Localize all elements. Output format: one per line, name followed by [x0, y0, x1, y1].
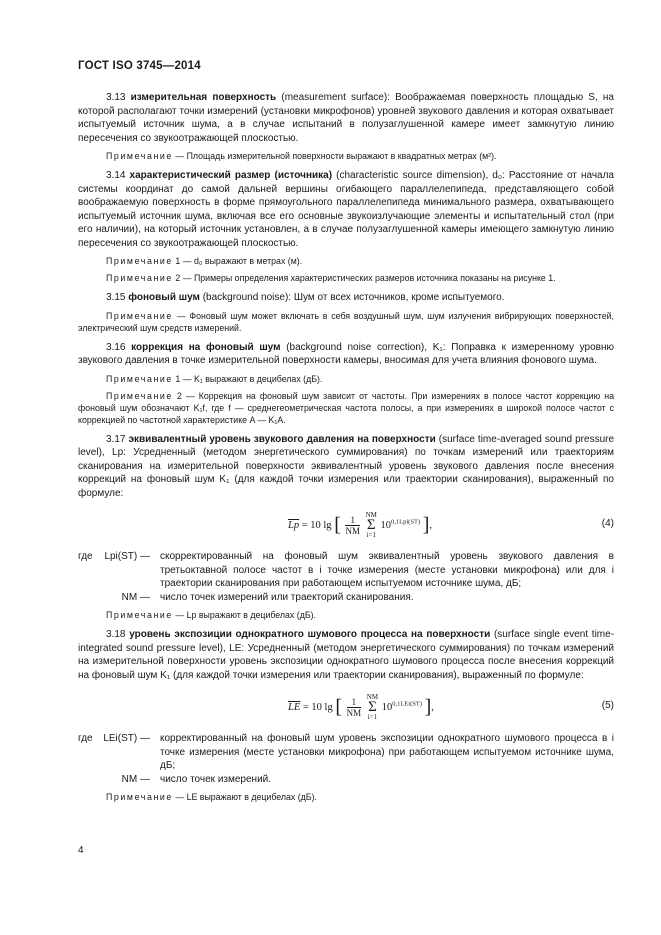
note-text: 2 — Примеры определения характеристических размеров источника показаны на рисунке 1.: [172, 273, 556, 283]
sigma-symbol: Σ: [368, 699, 377, 715]
clause-text: (background noise): Шум от всех источников, кроме испытуемого.: [202, 292, 505, 303]
clause-3-17: [78, 433, 614, 501]
note-3-18: [78, 791, 614, 803]
note-label: Примечание: [106, 373, 173, 384]
definition-text: число точек измерений.: [160, 773, 272, 785]
formula-expression: $\overline{Lp} = 10$ lg [ $\frac{1}{NM}$ NM Σ i=1 $10^{0,1Lpi(ST)}$ ],: [288, 511, 433, 539]
definitions-4: [78, 550, 614, 604]
bracket-close: ]: [424, 696, 432, 718]
formula-fraction: [347, 697, 362, 718]
clause-number: 3.17: [106, 433, 126, 445]
clause-term: уровень экспозиции однократного шумового процесса на поверхности: [129, 629, 491, 640]
note-text: — LE выражают в децибелах (дБ).: [172, 792, 317, 802]
formula-rhs: = 10 lg: [302, 701, 333, 713]
definition-text: скорректированный на фоновый шум эквивалентный уровень звукового давления в третьоктавной полосе частот в i точке измерения (месте установки микрофона) или для i траектории сканирования при работающем испытуемом источнике шума, дБ;: [160, 551, 614, 589]
clause-number: 3.18: [106, 629, 126, 640]
note-3-16-2: [78, 390, 614, 426]
formula-lhs: $\overline{Lp}$: [288, 519, 300, 531]
note-text: — Lp выражают в децибелах (дБ).: [172, 610, 316, 620]
clause-text: (surface time-averaged sound pressure level), Lp: Усредненный (методом энергетического суммирования) по точкам измерений или траекториям сканирования на измерительной поверхности эквивалентный уровень звукового давления после внесения коррекций на фоновый шум K₁ (для каждой точки измерения или траектории сканирования), выраженный по формуле:: [78, 433, 615, 499]
clause-term: коррекция на фоновый шум: [131, 341, 281, 353]
summation: [366, 512, 377, 539]
where-label: где: [78, 733, 93, 744]
note-3-16-1: [78, 373, 614, 385]
clause-text: (measurement surface): Воображаемая поверхность площадью S, на которой располагают точки измерений (установки микрофонов) уровней звукового давления и которая охватывает испытуемый источник шума, а в случае испытаний в полузаглушенной камере имеет замкнутую линию пересечения со звукоотражающей плоскостью.: [78, 92, 614, 144]
page-header: ГОСТ ISO 3745—2014: [78, 60, 201, 72]
note-text: 1 — K₁ выражают в децибелах (дБ).: [172, 373, 323, 384]
formula-lhs: $\overline{LE}$: [288, 701, 301, 713]
summation: [367, 694, 378, 721]
note-3-15: [78, 310, 614, 334]
note-text: 1 — d₀ выражают в метрах (м).: [172, 256, 303, 266]
clause-number: 3.16: [106, 341, 126, 353]
formula-base: 10: [380, 519, 392, 531]
definition-text: корректированный на фоновый шум уровень экспозиции однократного шумового процесса в i точке измерения (месте установки микрофона) при работающем испытуемом источнике шума, дБ;: [160, 733, 614, 771]
note-text: — Площадь измерительной поверхности выражают в квадратных метрах (м²).: [172, 151, 497, 161]
sum-lower: i=1: [366, 531, 376, 539]
definition-row: [78, 732, 614, 773]
clause-3-18: [78, 628, 614, 682]
note-3-14-2: [78, 272, 614, 284]
note-3-14-1: [78, 255, 614, 267]
clause-term: измерительная поверхность: [130, 92, 277, 103]
definition-symbol-cell: [78, 591, 160, 605]
fraction-denominator: NM: [345, 526, 360, 536]
sum-upper: NM: [365, 511, 377, 519]
clause-text: (background noise correction), K₁: Поправка к измеренному уровню звукового давления в точке измерительной поверхности камеры, вносимая для учета влияния фонового шума.: [78, 341, 614, 366]
definition-symbol: NM —: [121, 773, 150, 785]
equation-number: (5): [601, 700, 614, 711]
fraction-numerator: 1: [347, 697, 362, 708]
fraction-numerator: 1: [345, 515, 360, 526]
note-text: — Фоновый шум может включать в себя воздушный шум, шум излучения вибрирующих поверхностей, электрический шум средств измерений.: [78, 310, 614, 333]
definition-symbol-cell: [78, 773, 160, 787]
equation-number: (4): [601, 518, 614, 529]
note-label: Примечание: [106, 310, 173, 321]
clause-text: (characteristic source dimension), d₀: Расстояние от начала системы координат до самой дальней вершины огибающего параллелепипеда, представляющего собой воображаемую поверхность в форме прямоугольного параллелепипеда минимального размера, охватывающего испытуемый источник шума, включая все его основные звукоизлучающие элементы и испытательный стол (при его наличии), на который источник установлен, а в случае полузаглушенной камеры имеющего замкнутую линию пересечения со звукоотражающей плоскостью.: [78, 170, 614, 249]
formula-5: [78, 690, 614, 724]
sum-lower: i=1: [367, 713, 378, 721]
definition-symbol: NM —: [121, 591, 150, 603]
fraction-denominator: NM: [346, 708, 362, 718]
definitions-5: [78, 732, 614, 786]
clause-text: (surface single event time-integrated sound pressure level), LE: Усредненный (методом энергетического суммирования) по точкам измерений на измерительной поверхности уровень экспозиции однократного шумового процесса после внесения коррекций на фоновый шум K₁ (для каждой точки измерения или траектории сканирования), выраженный по формуле:: [78, 629, 615, 681]
clause-3-13: [78, 91, 614, 145]
note-3-13: [78, 150, 614, 162]
formula-fraction: [345, 515, 360, 536]
formula-base: 10: [381, 701, 393, 713]
formula-exponent: 0,1Lpi(ST): [391, 518, 421, 526]
bracket-close: ]: [422, 514, 430, 536]
note-label: Примечание: [106, 256, 173, 266]
clause-term: фоновый шум: [128, 292, 200, 303]
definition-row: [78, 591, 614, 605]
where-label: где: [78, 551, 93, 562]
note-label: Примечание: [106, 390, 173, 401]
definition-symbol: LEi(ST) —: [103, 733, 150, 744]
definition-symbol-cell: [78, 732, 160, 773]
definition-row: [78, 773, 614, 787]
definition-text: число точек измерений или траекторий сканирования.: [160, 591, 414, 603]
clause-3-16: [78, 341, 614, 368]
bracket-open: [: [334, 514, 341, 536]
clause-term: характеристический размер (источника): [129, 170, 333, 181]
formula-expression: $\overline{LE} = 10$ lg [ $\frac{1}{NM}$ NM Σ i=1 $10^{0,1LEi(ST)}$ ],: [288, 693, 434, 721]
sigma-symbol: Σ: [366, 517, 376, 533]
definition-symbol-cell: [78, 550, 160, 591]
formula-exponent: 0,1LEi(ST): [392, 700, 422, 708]
note-label: Примечание: [106, 610, 173, 620]
bracket-open: [: [335, 696, 343, 718]
note-label: Примечание: [106, 792, 173, 802]
clause-number: 3.13: [106, 92, 126, 103]
definition-symbol: Lpi(ST) —: [104, 551, 150, 562]
note-text: 2 — Коррекция на фоновый шум зависит от частоты. При измерениях в полосе частот коррекцию на фоновый шум обозначают K₁f, где f — среднегеометрическая частота полосы, а при измерениях в широкой полосе частот с коррекцией по частотной характеристике A — K₁A.: [78, 390, 614, 425]
clause-term: эквивалентный уровень звукового давления на поверхности: [128, 433, 436, 445]
page-number: 4: [78, 845, 84, 856]
note-label: Примечание: [106, 151, 173, 161]
note-label: Примечание: [106, 273, 173, 283]
formula-4: [78, 508, 614, 542]
sum-upper: NM: [366, 693, 379, 701]
clause-3-14: [78, 169, 614, 250]
clause-3-15: [78, 291, 614, 305]
clause-number: 3.14: [106, 170, 126, 181]
formula-rhs: = 10 lg: [301, 519, 332, 531]
definition-row: [78, 550, 614, 591]
page-content: [78, 91, 614, 803]
clause-number: 3.15: [106, 292, 126, 303]
note-3-17: [78, 609, 614, 621]
